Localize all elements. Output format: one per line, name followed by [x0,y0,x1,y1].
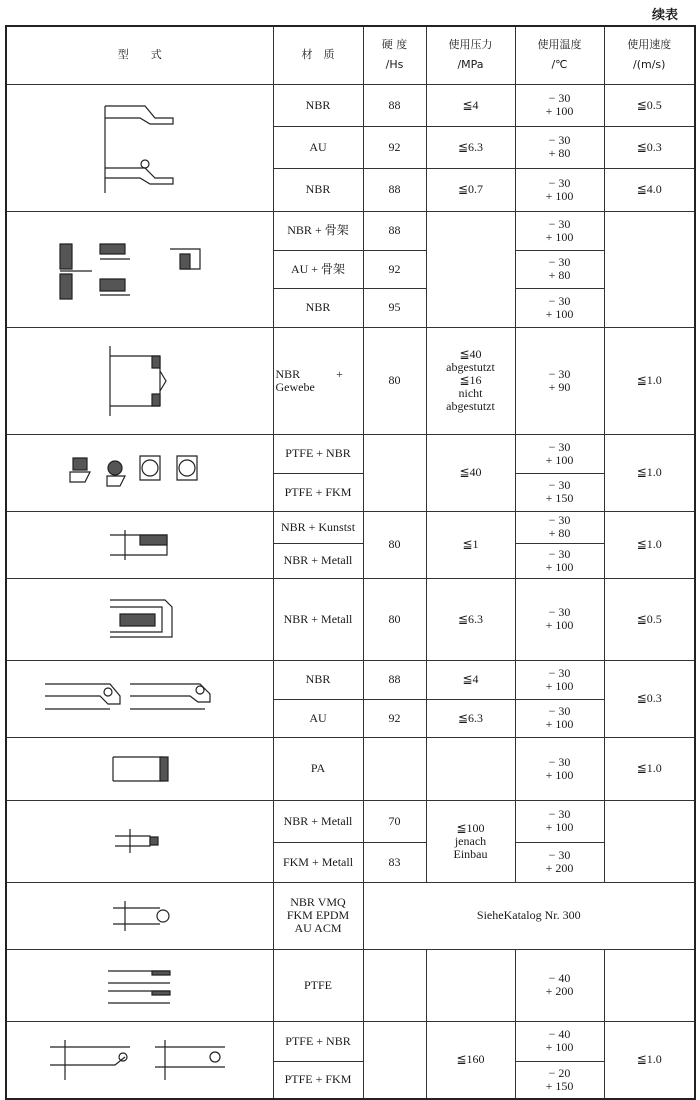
seal-drawing-framed-seal [6,211,273,327]
seal-drawing-bonded-seal [6,800,273,882]
seal-drawing-guide-ring [6,737,273,800]
table-row: NBR + Metall 80 ≦6.3 − 30 + 100 ≦0.5 [6,578,695,660]
table-row: NBR + Metall 70 ≦100 jenach Einbau − 30 + 100 [6,800,695,842]
table-row: NBR + Metall − 30 + 100 [6,544,695,578]
fabric-seal-icon [100,341,180,421]
continued-table-note: 续表 [651,8,678,23]
header-row [6,26,695,84]
table-row: AU 92 ≦6.3 − 30 + 100 [6,699,695,737]
guide-ring-icon [105,751,175,787]
col-material: 材 质 [273,26,363,84]
table-row: NBR + 骨架 88 − 30 + 100 [6,211,695,250]
table-row: NBR VMQ FKM EPDM AU ACM SieheKatalog Nr. 300 [6,882,695,949]
seal-drawing-ptfe-strip [6,949,273,1021]
col-pressure: 使用压力 /MPa [426,26,515,84]
table-row: PTFE − 40 + 200 [6,949,695,1021]
seal-spec-table [5,25,696,1100]
ptfe-strip-icon [100,963,180,1008]
table-row: NBR 88 ≦4 − 30 + 100 ≦0.5 [6,84,695,126]
table-row: PTFE + NBR ≦40 − 30 + 100 ≦1.0 [6,434,695,473]
table-row: AU 92 ≦6.3 − 30 + 80 ≦0.3 [6,126,695,168]
seal-drawing-lip-seal [6,84,273,211]
metal-case-seal-icon [100,592,180,647]
framed-seal-icon [40,229,240,309]
table-row: PTFE + NBR ≦160 − 40 + 100 ≦1.0 [6,1021,695,1061]
table-row: NBR + Gewebe 80 ≦40 abgestutzt ≦16 nicht abgestutzt − 30 + 90 ≦1.0 [6,327,695,434]
col-speed: 使用速度 /(m/s) [604,26,695,84]
col-hardness: 硬 度 /Hs [363,26,426,84]
seal-drawing-metal-case [6,578,273,660]
catalog-reference: SieheKatalog Nr. 300 [363,882,695,949]
bonded-seal-icon [110,821,170,861]
seal-drawing-ptfe-piston [6,1021,273,1099]
wiper-seal-icon [105,525,175,565]
table-row: PTFE + FKM − 20 + 150 [6,1061,695,1098]
table-row: NBR 95 − 30 + 100 [6,288,695,327]
o-ring-seal-icon [105,896,175,936]
seal-drawing-fabric-seal [6,327,273,434]
table-row: AU + 骨架 92 − 30 + 80 [6,250,695,288]
table-row: NBR 88 ≦0.7 − 30 + 100 ≦4.0 [6,169,695,211]
rod-lip-seal-icon [40,674,240,724]
table-row: PTFE + FKM − 30 + 150 [6,473,695,511]
col-type: 型 式 [6,26,273,84]
table-row: PA − 30 + 100 ≦1.0 [6,737,695,800]
col-temperature: 使用温度 /℃ [515,26,604,84]
ptfe-ring-seal-icon [65,448,215,498]
lip-seal-icon [95,98,185,198]
seal-drawing-oring-groove [6,882,273,949]
table-row: NBR + Kunstst 80 ≦1 − 30 + 80 ≦1.0 [6,511,695,544]
table-row: NBR 88 ≦4 − 30 + 100 ≦0.3 [6,660,695,699]
seal-drawing-wiper [6,511,273,578]
seal-drawing-ptfe-rings [6,434,273,511]
seal-drawing-rod-lip [6,660,273,737]
table-row: FKM + Metall 83 − 30 + 200 [6,842,695,882]
ptfe-piston-seal-icon [45,1035,235,1085]
